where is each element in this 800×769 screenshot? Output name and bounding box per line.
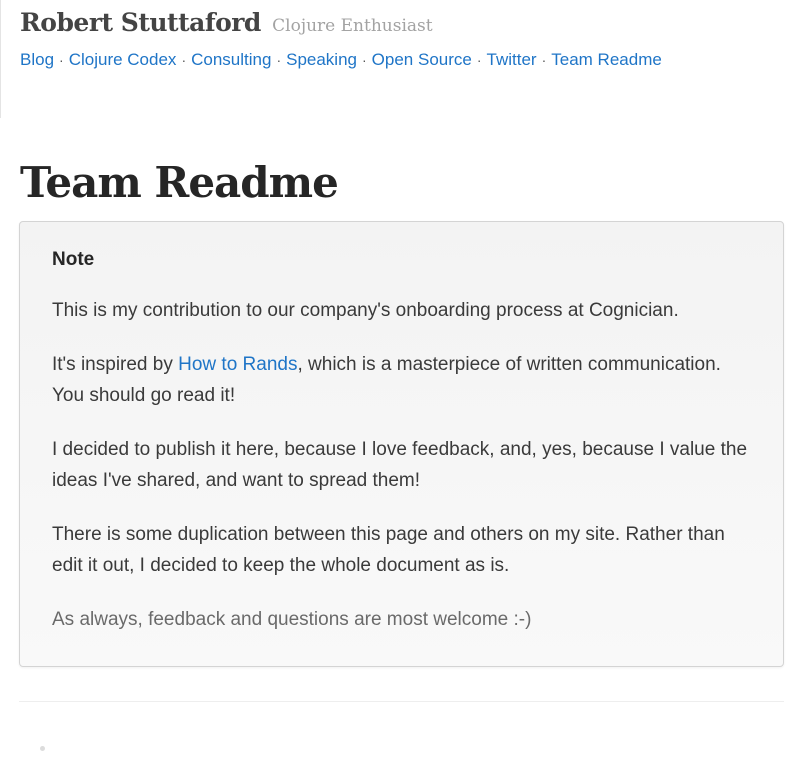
- nav-link-open-source[interactable]: Open Source: [371, 50, 472, 69]
- how-to-rands-link[interactable]: How to Rands: [178, 354, 298, 375]
- site-nav: [20, 47, 790, 73]
- nav-separator: ·: [476, 52, 482, 68]
- site-tagline: Clojure Enthusiast: [272, 16, 433, 36]
- nav-separator: ·: [362, 52, 367, 68]
- nav-link-team-readme[interactable]: Team Readme: [551, 50, 662, 69]
- left-edge-line: [0, 0, 1, 118]
- nav-link-twitter[interactable]: Twitter: [486, 50, 537, 69]
- note-paragraph-publish: I decided to publish it here, because I love feedback, and, yes, because I value the ideas I've shared, and want to spread them!: [52, 439, 748, 491]
- note-paragraph-inspiration: [52, 349, 751, 411]
- nav-link-speaking[interactable]: Speaking: [286, 50, 357, 69]
- nav-link-consulting[interactable]: Consulting: [191, 50, 272, 69]
- site-name[interactable]: Robert Stuttaford: [20, 8, 261, 37]
- cut-off-list-item: [40, 738, 61, 758]
- nav-separator: ·: [541, 52, 547, 68]
- nav-link-clojure-codex[interactable]: Clojure Codex: [68, 50, 177, 69]
- nav-separator: ·: [276, 52, 282, 68]
- list-bullet: [40, 746, 45, 751]
- note-box: [19, 221, 784, 667]
- note-paragraph-duplication: There is some duplication between this page and others on my site. Rather than edit it out, I decided to keep the whole document as is.: [52, 524, 725, 576]
- nav-link-blog[interactable]: Blog: [20, 50, 55, 69]
- site-title: [20, 6, 790, 43]
- note-text: It's inspired by: [52, 354, 179, 375]
- note-paragraph-feedback: As always, feedback and questions are most welcome :-): [52, 609, 532, 630]
- nav-separator: ·: [59, 52, 64, 68]
- note-heading: Note: [52, 249, 95, 270]
- note-paragraph-intro: This is my contribution to our company's onboarding process at Cognician.: [52, 300, 679, 321]
- page-title: Team Readme: [20, 158, 338, 207]
- site-header: [20, 6, 790, 73]
- nav-separator: ·: [181, 52, 187, 68]
- note-text: , which is a masterpiece of written communication. You should go read it!: [52, 354, 721, 406]
- section-divider: [19, 701, 784, 702]
